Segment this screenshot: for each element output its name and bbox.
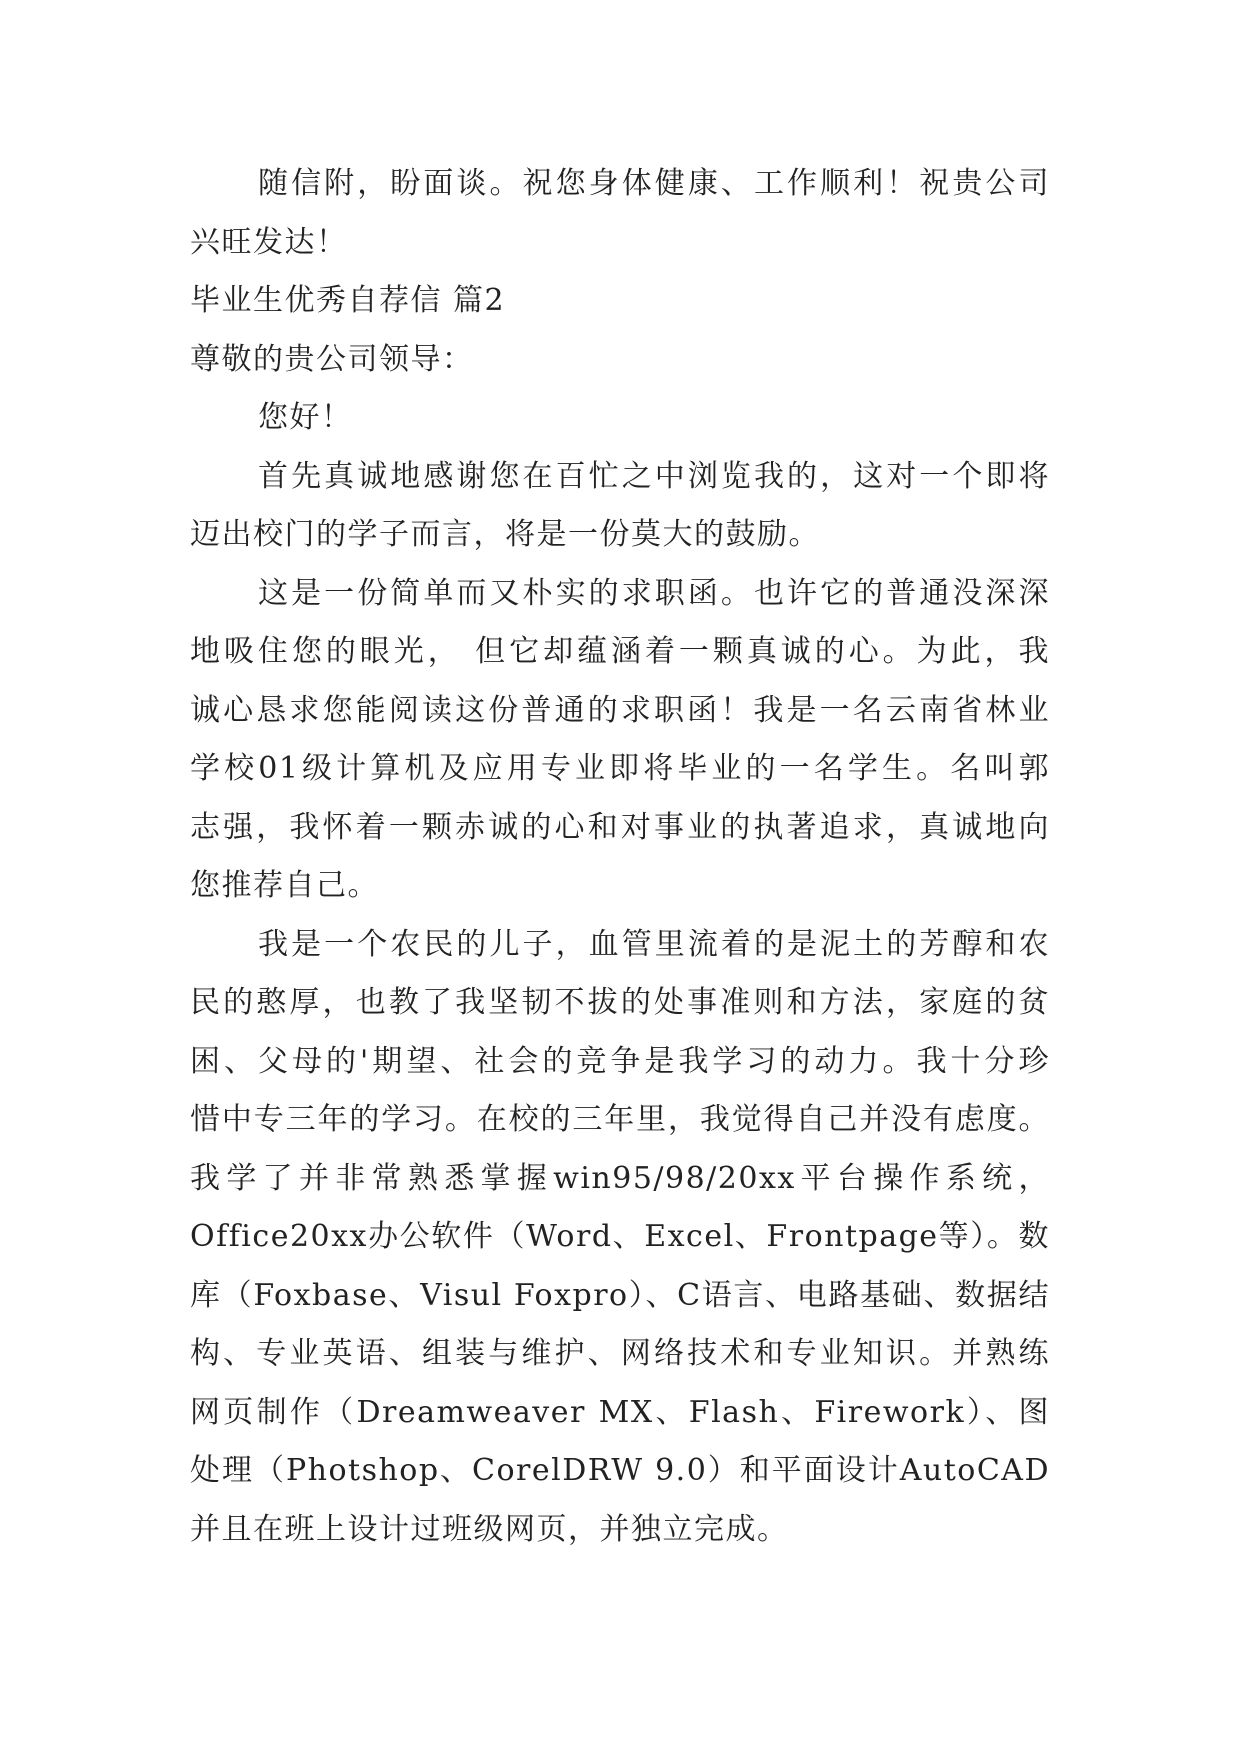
text-line: 您推荐自己。 xyxy=(190,868,379,903)
text-line: 地吸住您的眼光， 但它却蕴涵着一颗真诚的心。为此，我 xyxy=(190,634,1050,669)
text-line: 库（Foxbase、Visul Foxpro）、C语言、电路基础、数据结 xyxy=(190,1277,1050,1313)
greeting: 您好！ xyxy=(258,400,353,435)
text-line: 我学了并非常熟悉掌握win95/98/20xx平台操作系统， xyxy=(190,1160,1050,1196)
text-line: 志强，我怀着一颗赤诚的心和对事业的执著追求，真诚地向 xyxy=(190,809,1050,845)
salutation: 尊敬的贵公司领导： xyxy=(190,341,474,377)
text-line: 构、专业英语、组装与维护、网络技术和专业知识。并熟练 xyxy=(190,1336,1050,1371)
text-line: 随信附，盼面谈。祝您身体健康、工作顺利！祝贵公司 xyxy=(258,166,1050,201)
text-line: 处理（Photshop、CorelDRW 9.0）和平面设计AutoCAD xyxy=(190,1453,1050,1488)
text-line: 网页制作（Dreamweaver MX、Flash、Firework）、图 xyxy=(190,1394,1050,1430)
text-line: 兴旺发达！ xyxy=(190,224,348,260)
text-line: 迈出校门的学子而言，将是一份莫大的鼓励。 xyxy=(190,517,820,552)
text-line: 学校01级计算机及应用专业即将毕业的一名学生。名叫郭 xyxy=(190,751,1050,786)
text-line: 这是一份简单而又朴实的求职函。也许它的普通没深深 xyxy=(258,575,1050,611)
text-line: 并且在班上设计过班级网页，并独立完成。 xyxy=(190,1511,789,1547)
text-line: 诚心恳求您能阅读这份普通的求职函！我是一名云南省林业 xyxy=(190,692,1050,728)
section-heading: 毕业生优秀自荐信 篇2 xyxy=(190,283,506,318)
document-body xyxy=(190,155,1050,1559)
text-line: Office20xx办公软件（Word、Excel、Frontpage等）。数 xyxy=(190,1219,1050,1254)
text-line: 惜中专三年的学习。在校的三年里，我觉得自己并没有虑度。 xyxy=(190,1102,1050,1137)
text-line: 困、父母的'期望、社会的竞争是我学习的动力。我十分珍 xyxy=(190,1043,1050,1079)
text-line: 我是一个农民的儿子，血管里流着的是泥土的芳醇和农 xyxy=(258,926,1050,962)
text-line: 首先真诚地感谢您在百忙之中浏览我的，这对一个即将 xyxy=(258,458,1050,494)
text-line: 民的憨厚，也教了我坚韧不拔的处事准则和方法，家庭的贫 xyxy=(190,985,1050,1020)
